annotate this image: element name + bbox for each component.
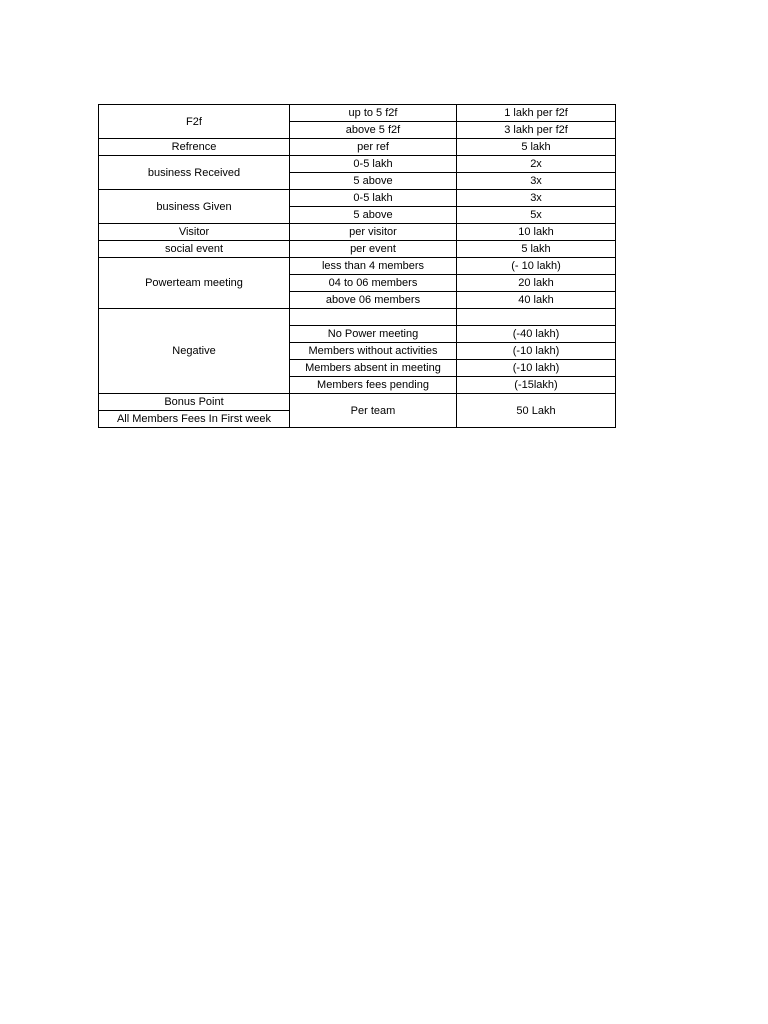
table-row <box>99 241 616 258</box>
points-cell: 20 lakh <box>457 275 616 292</box>
category-cell: business Given <box>99 190 290 224</box>
points-cell: 50 Lakh <box>457 394 616 428</box>
criteria-cell: above 5 f2f <box>290 122 457 139</box>
points-cell: 3x <box>457 173 616 190</box>
criteria-cell: Per team <box>290 394 457 428</box>
criteria-cell: above 06 members <box>290 292 457 309</box>
criteria-cell: Members absent in meeting <box>290 360 457 377</box>
points-table <box>98 104 616 428</box>
criteria-cell: 0-5 lakh <box>290 156 457 173</box>
points-cell: 3 lakh per f2f <box>457 122 616 139</box>
criteria-cell: per ref <box>290 139 457 156</box>
points-cell: 2x <box>457 156 616 173</box>
category-cell: Powerteam meeting <box>99 258 290 309</box>
criteria-cell: per event <box>290 241 457 258</box>
category-cell: Negative <box>99 309 290 394</box>
points-cell: (-15lakh) <box>457 377 616 394</box>
table-row <box>99 394 616 411</box>
points-cell: 5 lakh <box>457 139 616 156</box>
criteria-cell: less than 4 members <box>290 258 457 275</box>
category-cell: F2f <box>99 105 290 139</box>
criteria-cell <box>290 309 457 326</box>
table-row <box>99 190 616 207</box>
table-row <box>99 156 616 173</box>
points-cell: (-10 lakh) <box>457 343 616 360</box>
points-cell: 1 lakh per f2f <box>457 105 616 122</box>
points-cell: (-40 lakh) <box>457 326 616 343</box>
category-cell: business Received <box>99 156 290 190</box>
criteria-cell: 04 to 06 members <box>290 275 457 292</box>
criteria-cell: 0-5 lakh <box>290 190 457 207</box>
points-cell: (-10 lakh) <box>457 360 616 377</box>
category-cell: Bonus Point <box>99 394 290 411</box>
criteria-cell: 5 above <box>290 173 457 190</box>
points-cell: 10 lakh <box>457 224 616 241</box>
points-cell: 5x <box>457 207 616 224</box>
table-row <box>99 105 616 122</box>
points-cell: (- 10 lakh) <box>457 258 616 275</box>
points-cell: 40 lakh <box>457 292 616 309</box>
category-cell: Visitor <box>99 224 290 241</box>
category-cell: social event <box>99 241 290 258</box>
criteria-cell: up to 5 f2f <box>290 105 457 122</box>
category-subcell: All Members Fees In First week <box>99 411 290 428</box>
points-cell <box>457 309 616 326</box>
points-cell: 3x <box>457 190 616 207</box>
category-cell: Refrence <box>99 139 290 156</box>
criteria-cell: Members without activities <box>290 343 457 360</box>
points-cell: 5 lakh <box>457 241 616 258</box>
table-row <box>99 309 616 326</box>
criteria-cell: Members fees pending <box>290 377 457 394</box>
criteria-cell: 5 above <box>290 207 457 224</box>
table-row <box>99 139 616 156</box>
criteria-cell: per visitor <box>290 224 457 241</box>
table-row <box>99 258 616 275</box>
table-row <box>99 224 616 241</box>
criteria-cell: No Power meeting <box>290 326 457 343</box>
